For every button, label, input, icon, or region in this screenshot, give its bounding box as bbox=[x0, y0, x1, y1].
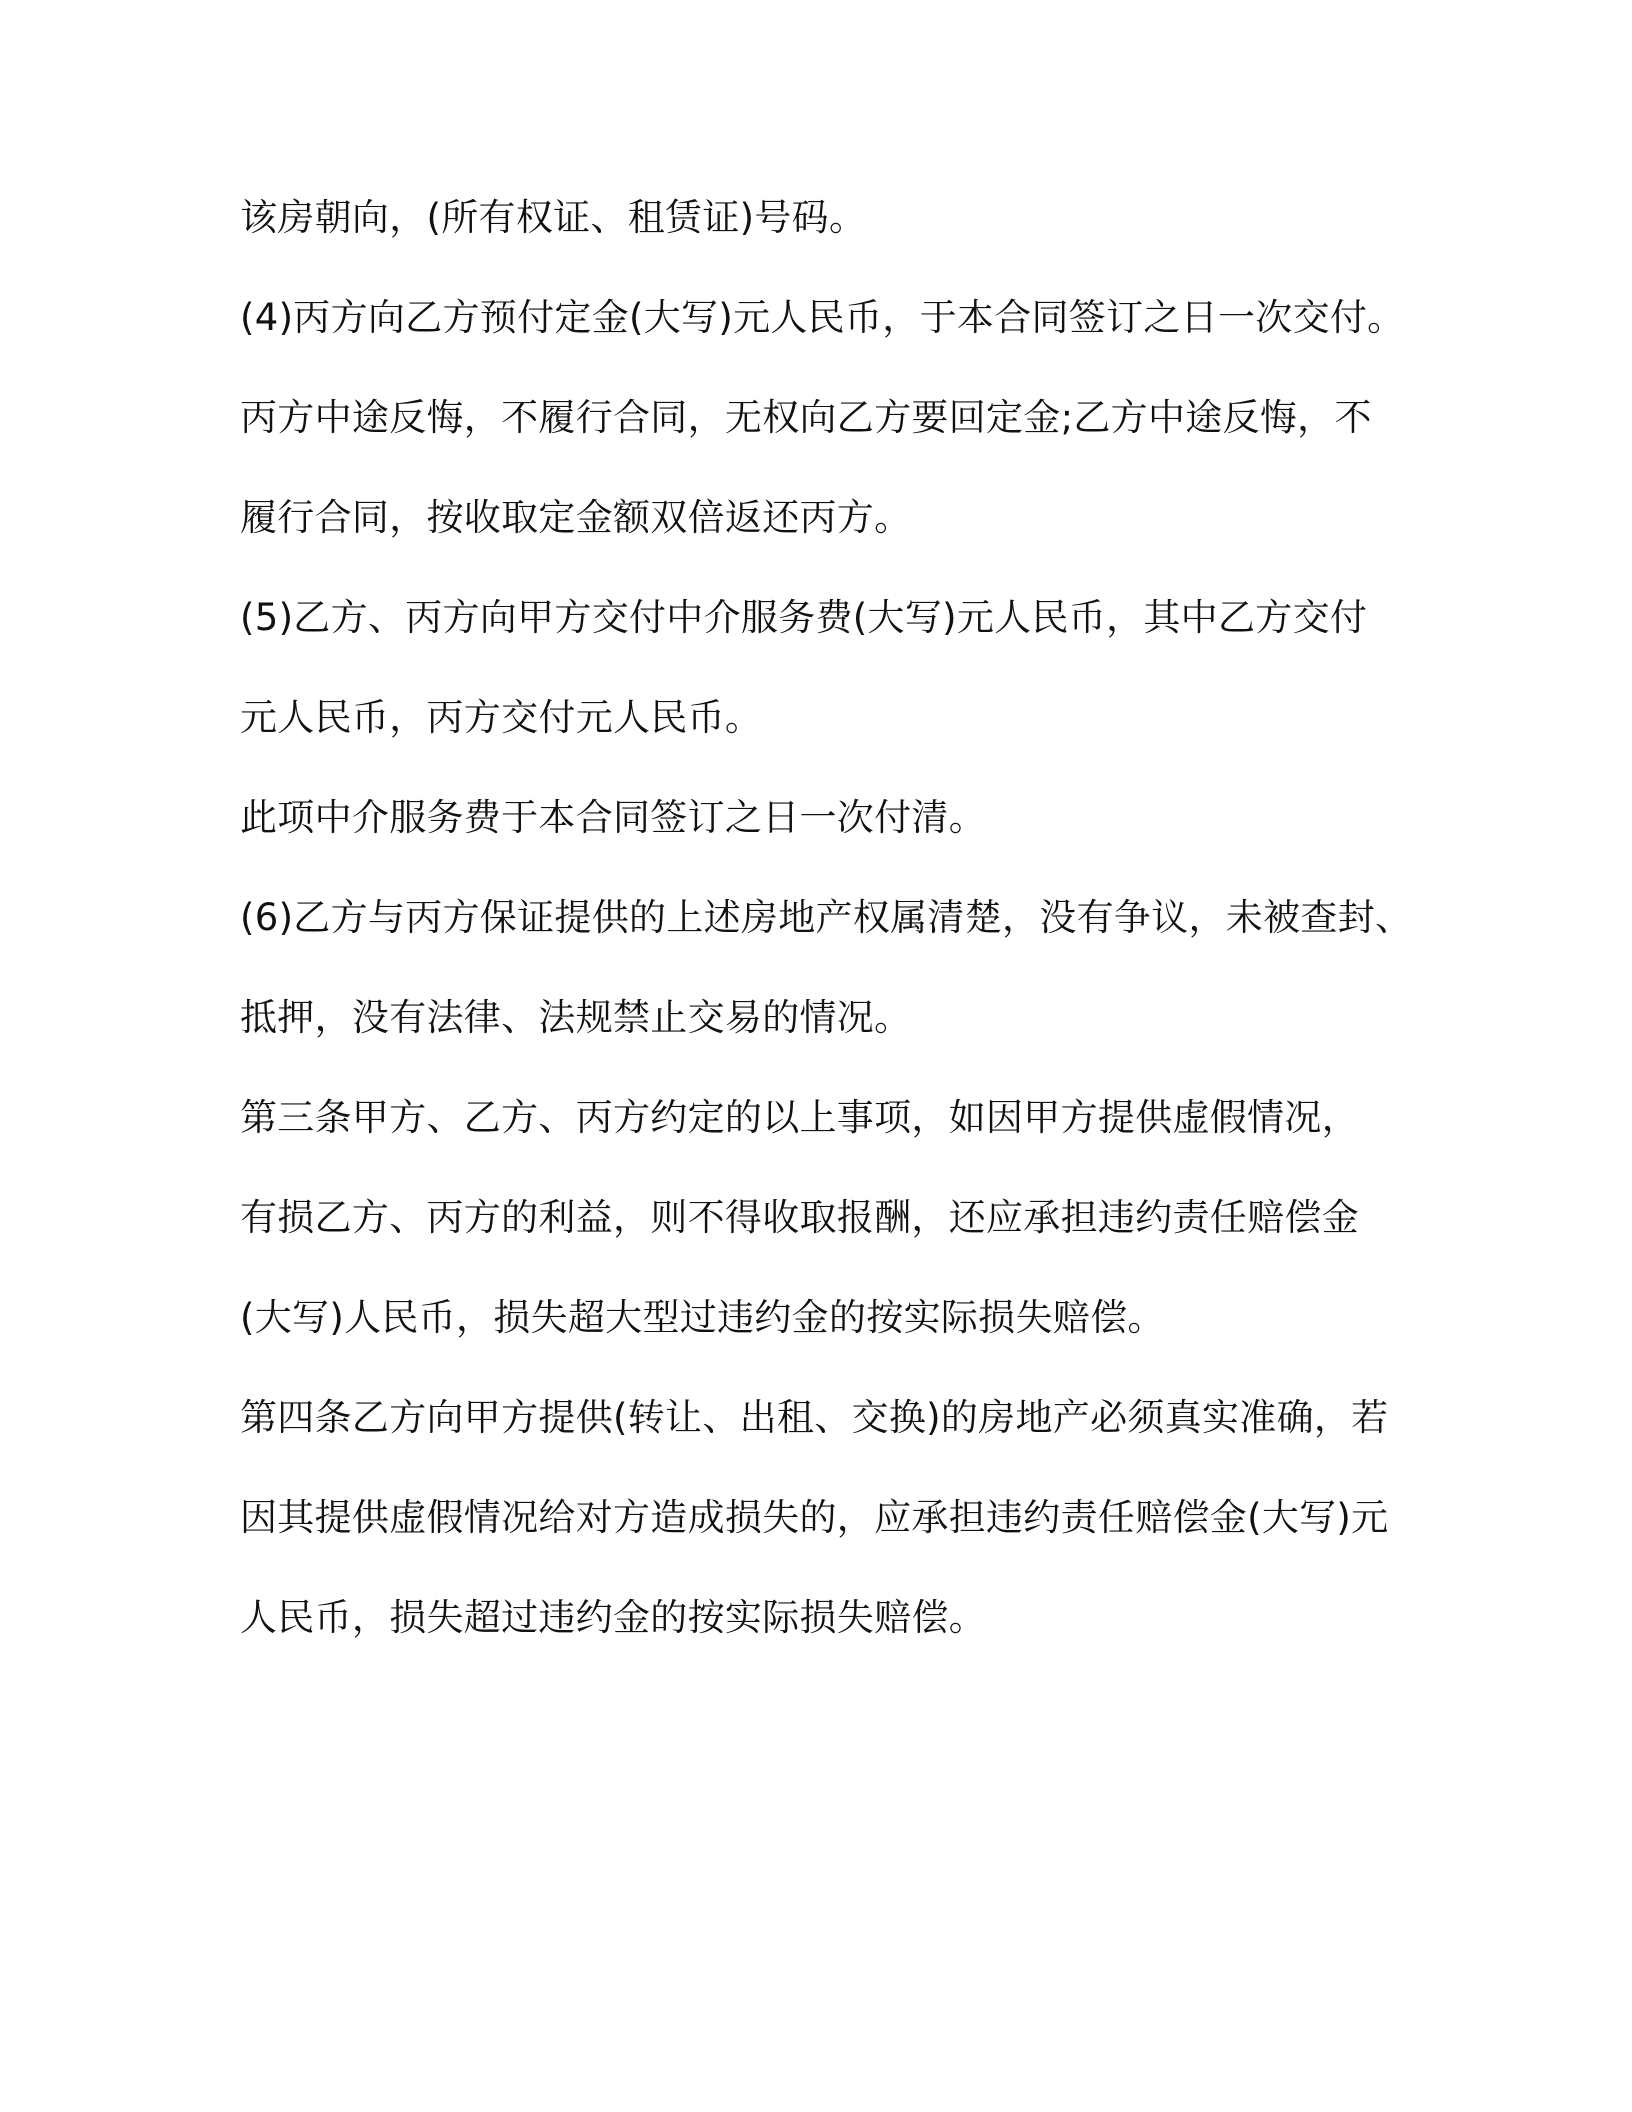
text-line: 此项中介服务费于本合同签订之日一次付清。 bbox=[240, 796, 986, 839]
text-line: 第四条乙方向甲方提供(转让、出租、交换)的房地产必须真实准确，若 bbox=[240, 1396, 1389, 1439]
text-line: (6)乙方与丙方保证提供的上述房地产权属清楚，没有争议，未被查封、 bbox=[240, 896, 1413, 939]
text-line: 人民币，损失超过违约金的按实际损失赔偿。 bbox=[240, 1596, 986, 1639]
text-line: 元人民币，丙方交付元人民币。 bbox=[240, 696, 763, 739]
text-line: 丙方中途反悔，不履行合同，无权向乙方要回定金;乙方中途反悔，不 bbox=[240, 396, 1372, 439]
text-line: 该房朝向，(所有权证、租赁证)号码。 bbox=[240, 196, 867, 239]
text-line: 有损乙方、丙方的利益，则不得收取报酬，还应承担违约责任赔偿金 bbox=[240, 1196, 1359, 1239]
text-line: 第三条甲方、乙方、丙方约定的以上事项，如因甲方提供虚假情况， bbox=[240, 1096, 1359, 1139]
text-line: 履行合同，按收取定金额双倍返还丙方。 bbox=[240, 496, 912, 539]
text-line: (4)丙方向乙方预付定金(大写)元人民币，于本合同签订之日一次交付。 bbox=[240, 296, 1405, 339]
text-line: 因其提供虚假情况给对方造成损失的，应承担违约责任赔偿金(大写)元 bbox=[240, 1496, 1389, 1539]
text-line: (5)乙方、丙方向甲方交付中介服务费(大写)元人民币，其中乙方交付 bbox=[240, 596, 1368, 639]
text-line: (大写)人民币，损失超大型过违约金的按实际损失赔偿。 bbox=[240, 1296, 1165, 1339]
text-line: 抵押，没有法律、法规禁止交易的情况。 bbox=[240, 996, 912, 1039]
